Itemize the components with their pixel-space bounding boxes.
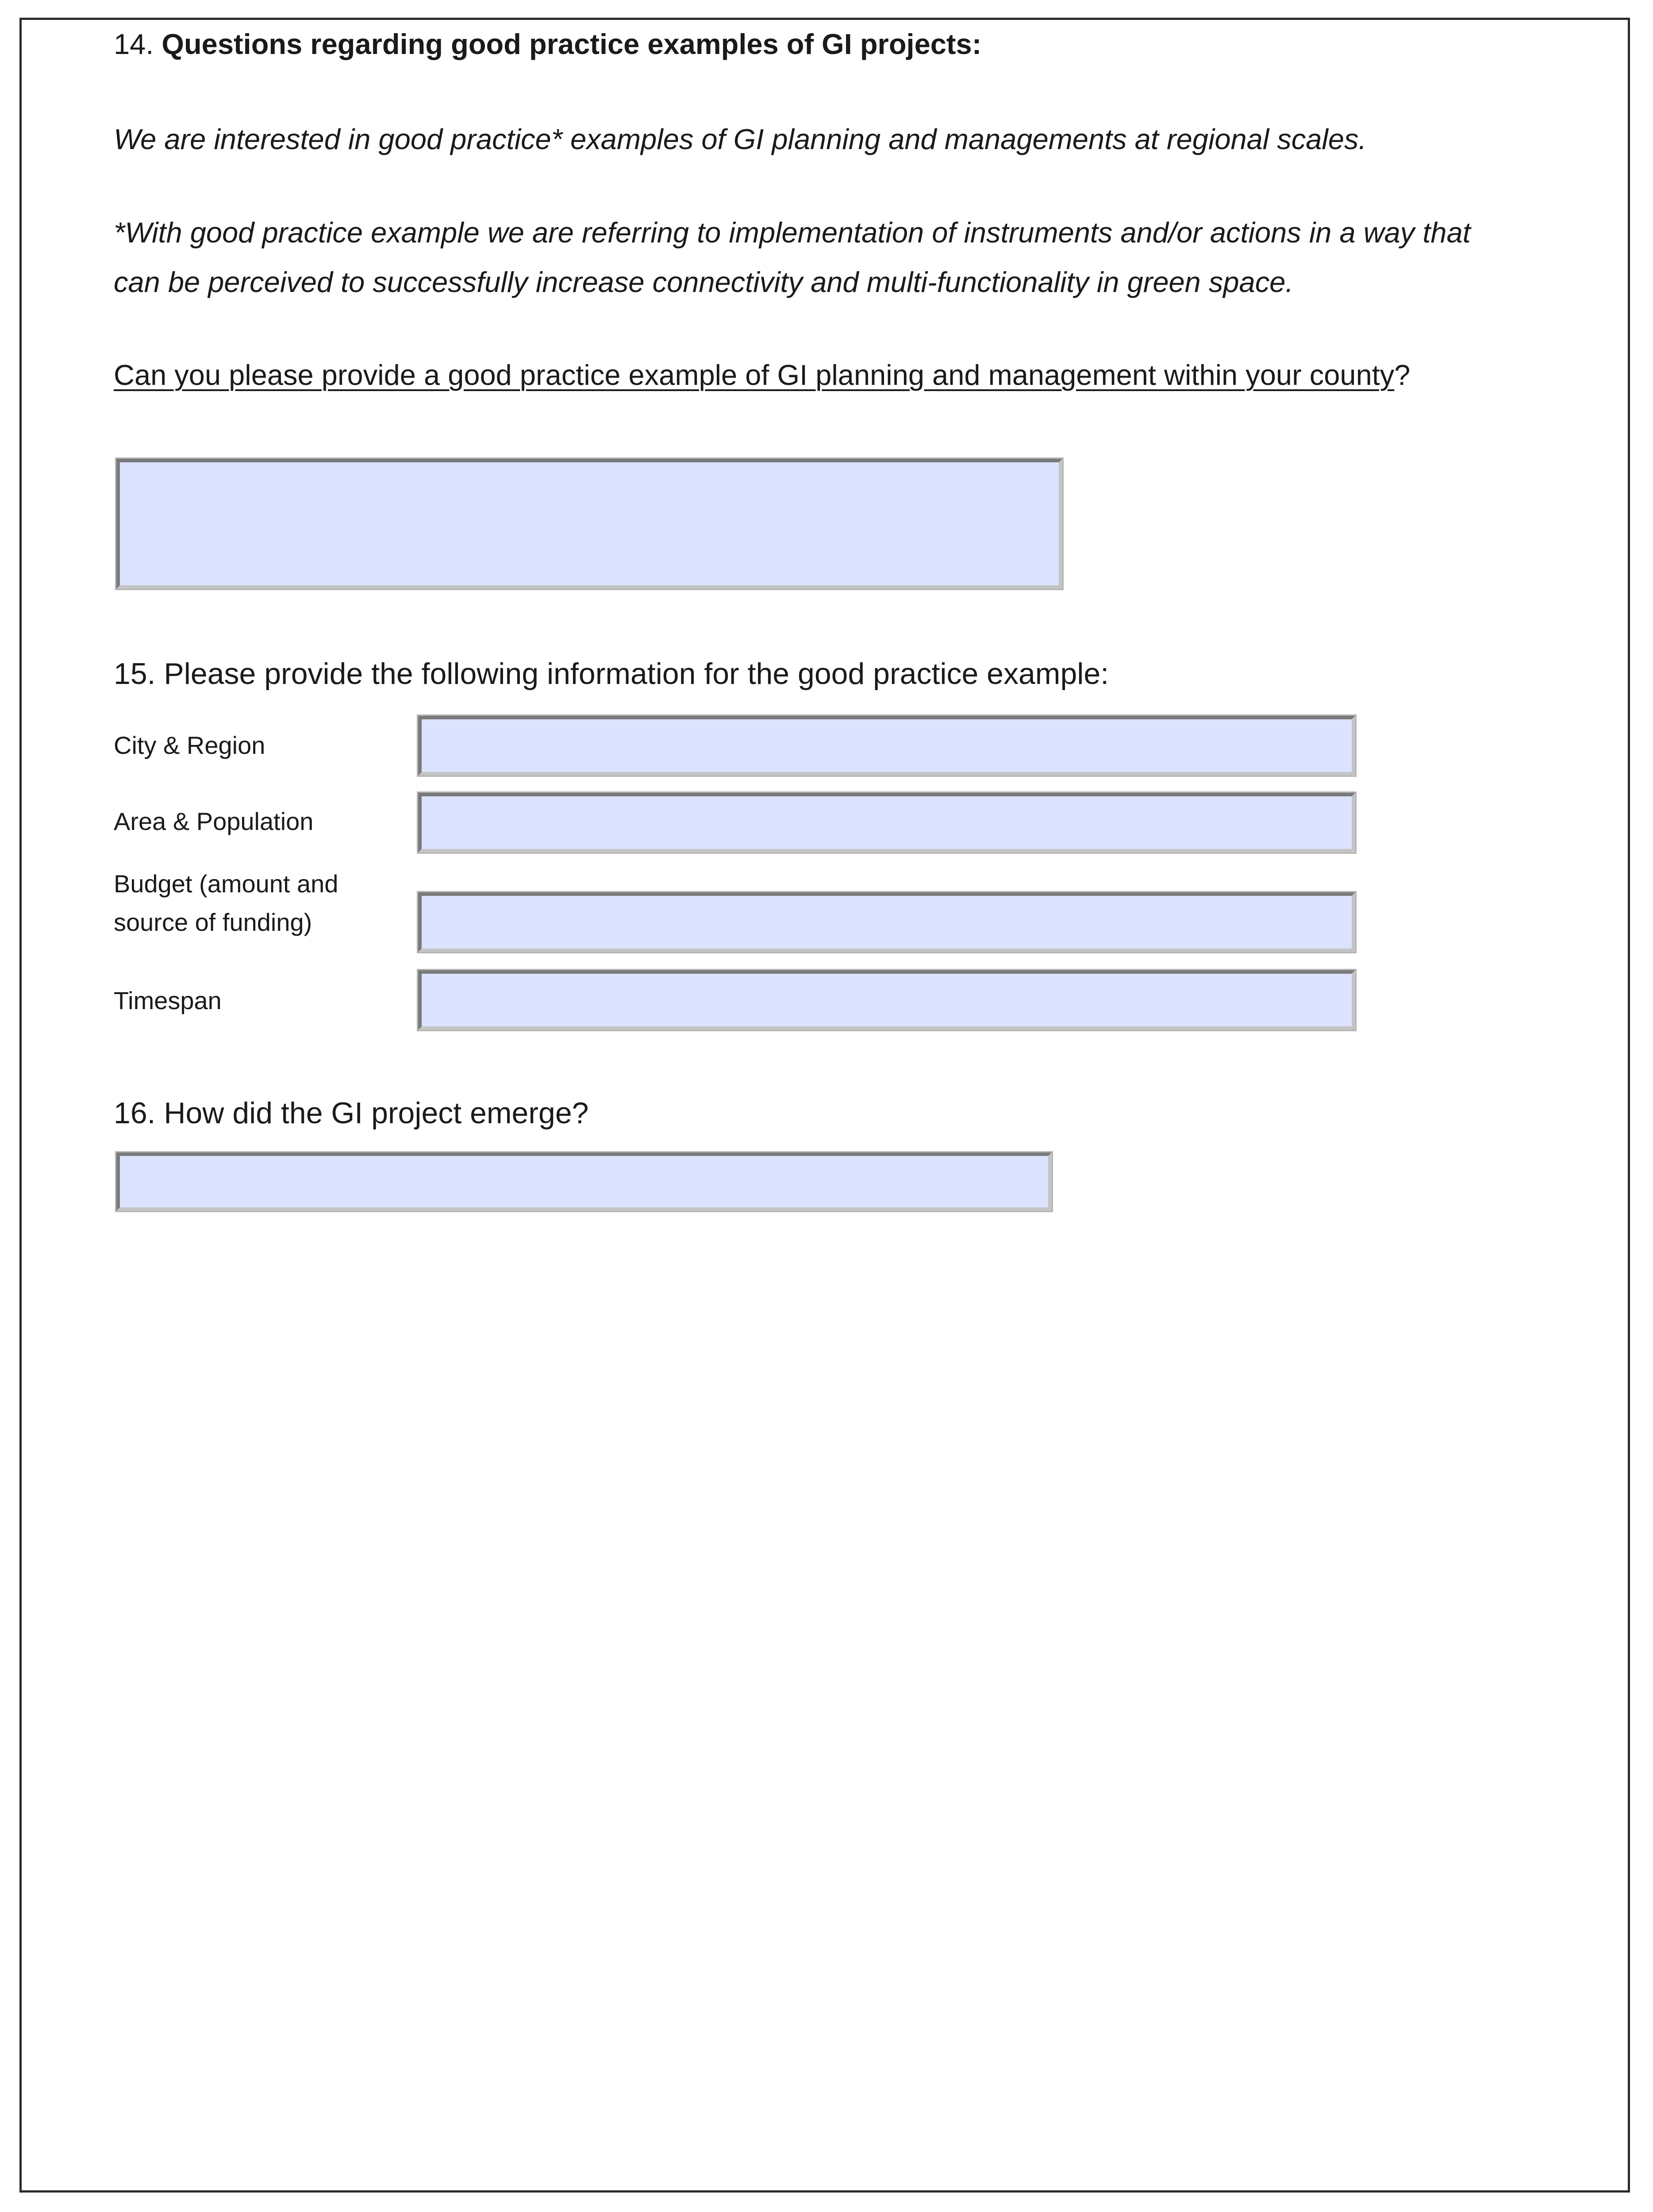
q14-answer-field[interactable] bbox=[116, 459, 1062, 589]
q16-answer-field[interactable] bbox=[116, 1152, 1052, 1211]
q15-title: 15. Please provide the following information for the good practice example: bbox=[114, 657, 1109, 691]
q14-footnote-line2: can be perceived to successfully increase connectivity and multi-functionality in green space. bbox=[114, 266, 1294, 298]
budget-label-line1: Budget (amount and bbox=[114, 870, 338, 898]
timespan-label: Timespan bbox=[114, 987, 222, 1014]
q16-title: 16. How did the GI project emerge? bbox=[114, 1096, 589, 1130]
budget-label-line2: source of funding) bbox=[114, 908, 312, 936]
q14-question bbox=[114, 361, 1410, 389]
q14-heading bbox=[114, 30, 981, 58]
q14-title: Questions regarding good practice examples of GI projects: bbox=[161, 28, 982, 60]
q14-intro: We are interested in good practice* examples of GI planning and managements at regional scales. bbox=[114, 123, 1367, 155]
form-page bbox=[19, 18, 1630, 2193]
area-population-label: Area & Population bbox=[114, 807, 314, 835]
timespan-field[interactable] bbox=[418, 970, 1355, 1030]
q14-number: 14. bbox=[114, 28, 154, 60]
city-region-field[interactable] bbox=[418, 716, 1355, 776]
q14-question-mark: ? bbox=[1394, 359, 1411, 391]
city-region-label: City & Region bbox=[114, 731, 265, 759]
q14-footnote-line1: *With good practice example we are referring to implementation of instruments and/or actions in a way that bbox=[114, 216, 1471, 249]
area-population-field[interactable] bbox=[418, 793, 1355, 853]
q14-question-text: Can you please provide a good practice example of GI planning and management within your county bbox=[114, 359, 1395, 391]
budget-field[interactable] bbox=[418, 892, 1355, 952]
